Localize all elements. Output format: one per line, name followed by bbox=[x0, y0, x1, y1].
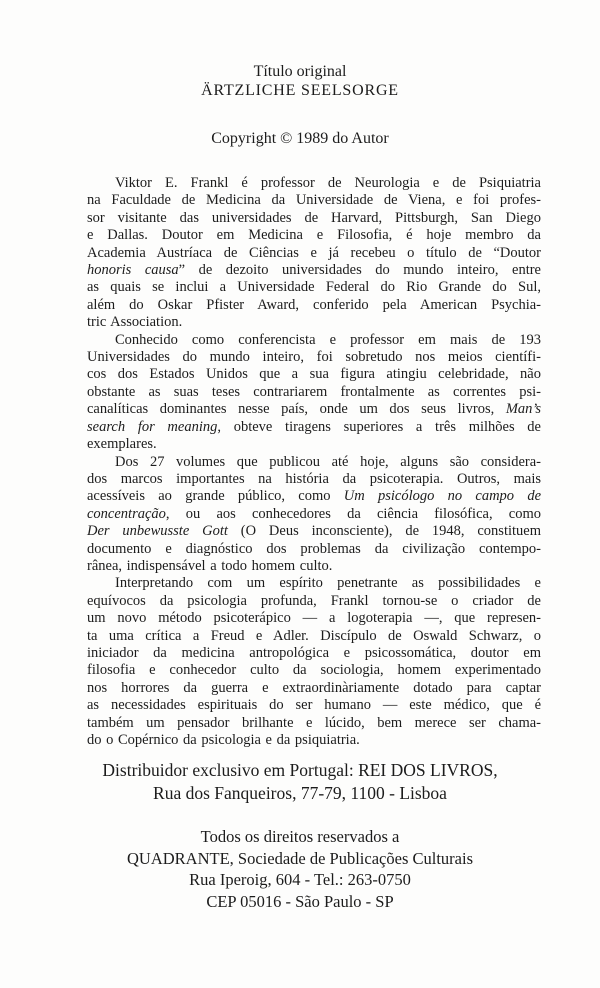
bio-text: as quais se inclui a Universidade Federal do Rio Grande do Sul, bbox=[87, 279, 541, 296]
bio-line bbox=[87, 471, 541, 488]
distributor-line-1: Distribuidor exclusivo em Portugal: REI DOS LIVROS, bbox=[102, 760, 498, 781]
distributor-block bbox=[0, 759, 600, 805]
bio-line bbox=[87, 279, 541, 296]
bio-text-italic: Man’s bbox=[505, 401, 541, 418]
rights-line-3: Rua Iperoig, 604 - Tel.: 263-0750 bbox=[189, 870, 411, 890]
bio-text: Interpretando com um espírito penetrante as possibilidades e bbox=[115, 575, 541, 592]
bio-text: um novo método psicoterápico — a logoterapia —, que represen- bbox=[87, 610, 541, 627]
bio-line bbox=[87, 297, 541, 314]
bio-line bbox=[87, 610, 541, 627]
original-title: ÄRTZLICHE SEELSORGE bbox=[201, 82, 399, 99]
author-biography bbox=[87, 175, 541, 749]
bio-line bbox=[87, 175, 541, 192]
rights-line-1: Todos os direitos reservados a bbox=[200, 827, 400, 847]
distributor-line-2: Rua dos Fanqueiros, 77-79, 1100 - Lisboa bbox=[153, 783, 447, 804]
bio-text: nos horrores da guerra e extraordinàriamente dotado para captar bbox=[87, 679, 541, 696]
bio-text: na Faculdade de Medicina da Universidade de Viena, e foi profes- bbox=[87, 192, 541, 209]
rights-block bbox=[0, 826, 600, 912]
bio-text: acessíveis ao grande público, como bbox=[87, 488, 344, 505]
bio-text: obstante as suas teses contrariarem frontalmente as correntes psi- bbox=[87, 383, 541, 400]
bio-line bbox=[87, 680, 541, 697]
bio-text: as necessidades espirituais do ser humano — este médico, que é bbox=[87, 697, 541, 714]
bio-text-italic: Der unbewusste Gott bbox=[87, 523, 228, 540]
bio-text: equívocos da psicologia profunda, Frankl tornou-se o criador de bbox=[87, 592, 541, 609]
bio-line bbox=[87, 401, 541, 418]
bio-text: e Dallas. Doutor em Medicina e Filosofia, é hoje membro da bbox=[87, 227, 541, 244]
bio-line bbox=[87, 575, 541, 592]
bio-text: Conhecido como conferencista e professor em mais de 193 bbox=[115, 331, 541, 348]
bio-text: ta uma crítica a Freud e Adler. Discípulo de Oswald Schwarz, o bbox=[87, 627, 541, 644]
bio-text: iniciador da medicina antropológica e psicossomática, doutor em bbox=[87, 644, 541, 661]
bio-text-italic: Um psicólogo no campo de bbox=[343, 488, 542, 505]
bio-line bbox=[87, 541, 541, 558]
bio-text: Viktor E. Frankl é professor de Neurologia e de Psiquiatria bbox=[115, 175, 541, 191]
bio-text: rânea, indispensável a todo homem culto. bbox=[87, 557, 333, 574]
bio-line bbox=[87, 436, 541, 453]
bio-text: Universidades do mundo inteiro, foi sobretudo nos meios científi- bbox=[87, 349, 541, 366]
bio-text: , obteve tiragens superiores a três milhões de bbox=[217, 418, 541, 435]
header-block bbox=[0, 0, 600, 148]
bio-line bbox=[87, 662, 541, 679]
bio-line bbox=[87, 210, 541, 227]
bio-text: Dos 27 volumes que publicou até hoje, alguns são considera- bbox=[115, 453, 541, 470]
rights-line-4: CEP 05016 - São Paulo - SP bbox=[206, 891, 394, 911]
bio-text: Academia Austríaca de Ciências e já recebeu o título de “Doutor bbox=[87, 244, 541, 261]
bio-text: cos dos Estados Unidos que a sua figura atingiu celebridade, não bbox=[87, 366, 541, 383]
bio-text-italic: search for meaning bbox=[87, 418, 218, 435]
bio-line bbox=[87, 732, 541, 749]
bio-text: sor visitante das universidades de Harvard, Pittsburgh, San Diego bbox=[87, 209, 541, 226]
bio-text: tric Association. bbox=[87, 314, 183, 331]
bio-text: também um pensador brilhante e lúcido, bem merece ser chama- bbox=[87, 714, 541, 731]
bio-line bbox=[87, 506, 541, 523]
bio-text: canalíticas dominantes nesse país, onde um dos seus livros, bbox=[87, 401, 506, 418]
bio-text: filosofia e conhecedor culto da sociologia, homem experimentado bbox=[87, 662, 541, 679]
bio-text: do o Copérnico da psicologia e da psiquiatria. bbox=[87, 732, 360, 748]
bio-line bbox=[87, 697, 541, 714]
bio-line bbox=[87, 366, 541, 383]
bio-line bbox=[87, 262, 541, 279]
bio-line bbox=[87, 314, 541, 331]
bio-text: , ou aos conhecedores da ciência filosófica, como bbox=[165, 505, 541, 522]
bio-text-italic: concentração bbox=[87, 505, 166, 522]
bio-line bbox=[87, 419, 541, 436]
bio-line bbox=[87, 645, 541, 662]
bio-line bbox=[87, 593, 541, 610]
bio-text: exemplares. bbox=[87, 436, 157, 453]
bio-line bbox=[87, 332, 541, 349]
bio-line bbox=[87, 245, 541, 262]
original-title-label: Título original bbox=[253, 63, 347, 80]
copyright-line: Copyright © 1989 do Autor bbox=[211, 130, 389, 147]
bio-text: (O Deus inconsciente), de 1948, constituem bbox=[227, 523, 542, 540]
bio-text-italic: honoris causa bbox=[87, 262, 179, 279]
bio-line bbox=[87, 454, 541, 471]
bio-text: dos marcos importantes na história da psicoterapia. Outros, mais bbox=[87, 470, 541, 487]
bio-line bbox=[87, 558, 541, 575]
bio-line bbox=[87, 628, 541, 645]
bio-line bbox=[87, 715, 541, 732]
bio-line bbox=[87, 384, 541, 401]
bio-line bbox=[87, 523, 541, 540]
rights-line-2: QUADRANTE, Sociedade de Publicações Culturais bbox=[127, 848, 473, 868]
bio-text: além do Oskar Pfister Award, conferido pela American Psychia- bbox=[87, 296, 541, 313]
bio-text: documento e diagnóstico dos problemas da civilização contempo- bbox=[87, 540, 541, 557]
bio-line bbox=[87, 192, 541, 209]
bio-line bbox=[87, 227, 541, 244]
bio-line bbox=[87, 349, 541, 366]
bio-line bbox=[87, 488, 541, 505]
bio-text: ” de dezoito universidades do mundo inteiro, entre bbox=[178, 262, 541, 279]
